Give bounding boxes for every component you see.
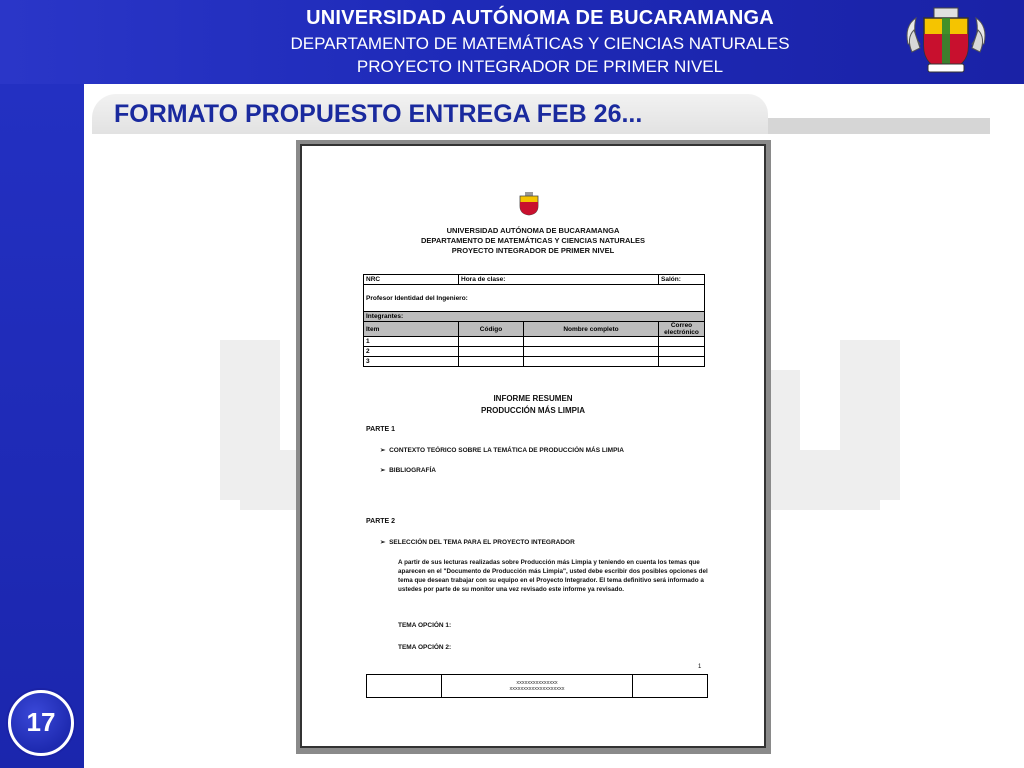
- doc-header-line-1: UNIVERSIDAD AUTÓNOMA DE BUCARAMANGA: [446, 226, 620, 235]
- document-preview: [300, 144, 766, 748]
- col-item: Item: [364, 322, 459, 337]
- footer-table: [366, 674, 708, 698]
- project-name: PROYECTO INTEGRADOR DE PRIMER NIVEL: [356, 57, 724, 76]
- left-sidebar: [0, 84, 84, 768]
- part-1-item-1: [380, 446, 624, 454]
- part-1-item-2: [380, 466, 436, 474]
- members-cell: Integrantes:: [364, 312, 705, 322]
- university-name: UNIVERSIDAD AUTÓNOMA DE BUCARAMANGA: [306, 7, 774, 29]
- document-crest-icon: [518, 192, 540, 216]
- room-cell: Salón:: [659, 275, 705, 285]
- bullet-arrow-icon: ➢: [380, 447, 390, 454]
- footer-center-cell: [442, 675, 633, 698]
- col-email: Correo electrónico: [659, 322, 705, 337]
- title-rule: [768, 118, 990, 134]
- part-1-item-1-text: CONTEXTO TEÓRICO SOBRE LA TEMÁTICA DE PRODUCCIÓN MÁS LIMPIA: [389, 447, 624, 454]
- slide-number-badge: [8, 690, 74, 756]
- part-2-label: PARTE 2: [366, 518, 396, 525]
- part-1-item-2-text: BIBLIOGRAFÍA: [389, 467, 437, 474]
- report-title-1: INFORME RESUMEN: [493, 394, 573, 403]
- col-name: Nombre completo: [524, 322, 659, 337]
- part-2-item: [380, 538, 575, 546]
- nrc-cell: NRC: [364, 275, 459, 285]
- page-mark: 1: [698, 664, 702, 670]
- doc-header-line-2: DEPARTAMENTO DE MATEMÁTICAS Y CIENCIAS NATURALES: [420, 236, 646, 245]
- bullet-arrow-icon: ➢: [380, 539, 390, 546]
- slide-title: FORMATO PROPUESTO ENTREGA FEB 26...: [114, 100, 643, 128]
- professor-cell: Profesor Identidad del Ingeniero:: [364, 285, 705, 312]
- part-1-label: PARTE 1: [366, 426, 396, 433]
- report-title-2: PRODUCCIÓN MÁS LIMPIA: [481, 406, 585, 415]
- doc-header-line-3: PROYECTO INTEGRADOR DE PRIMER NIVEL: [451, 246, 615, 255]
- university-crest-icon: [902, 4, 990, 78]
- slide-header: [0, 0, 1024, 84]
- option-2-label: TEMA OPCIÓN 2:: [398, 644, 452, 651]
- info-table: [363, 274, 705, 367]
- bullet-arrow-icon: ➢: [380, 467, 390, 474]
- department-name: DEPARTAMENTO DE MATEMÁTICAS Y CIENCIAS NATURALES: [290, 34, 790, 53]
- table-row: 2: [364, 347, 459, 357]
- part-2-item-text: SELECCIÓN DEL TEMA PARA EL PROYECTO INTEGRADOR: [389, 539, 575, 546]
- col-code: Código: [459, 322, 524, 337]
- hour-cell: Hora de clase:: [459, 275, 659, 285]
- instructions-paragraph: A partir de sus lecturas realizadas sobre Producción más Limpia y teniendo en cuenta los temas que aparecen en el "Documento de Producción más Limpia", usted debe escribir dos posibles opciones del tema que desean trabajar con su equipo en el Proyecto Integrador. El tema definitivo será informado a ustedes por parte de su monitor una vez revisado este informe ya revisado.: [398, 559, 708, 593]
- option-1-label: TEMA OPCIÓN 1:: [398, 622, 452, 629]
- slide-number: 17: [26, 707, 56, 737]
- footer-text-1: xxxxxxxxxxxxxxx: [516, 680, 558, 686]
- table-row: 1: [364, 337, 459, 347]
- footer-text-2: xxxxxxxxxxxxxxxxxxxx: [509, 686, 565, 692]
- table-row: 3: [364, 357, 459, 367]
